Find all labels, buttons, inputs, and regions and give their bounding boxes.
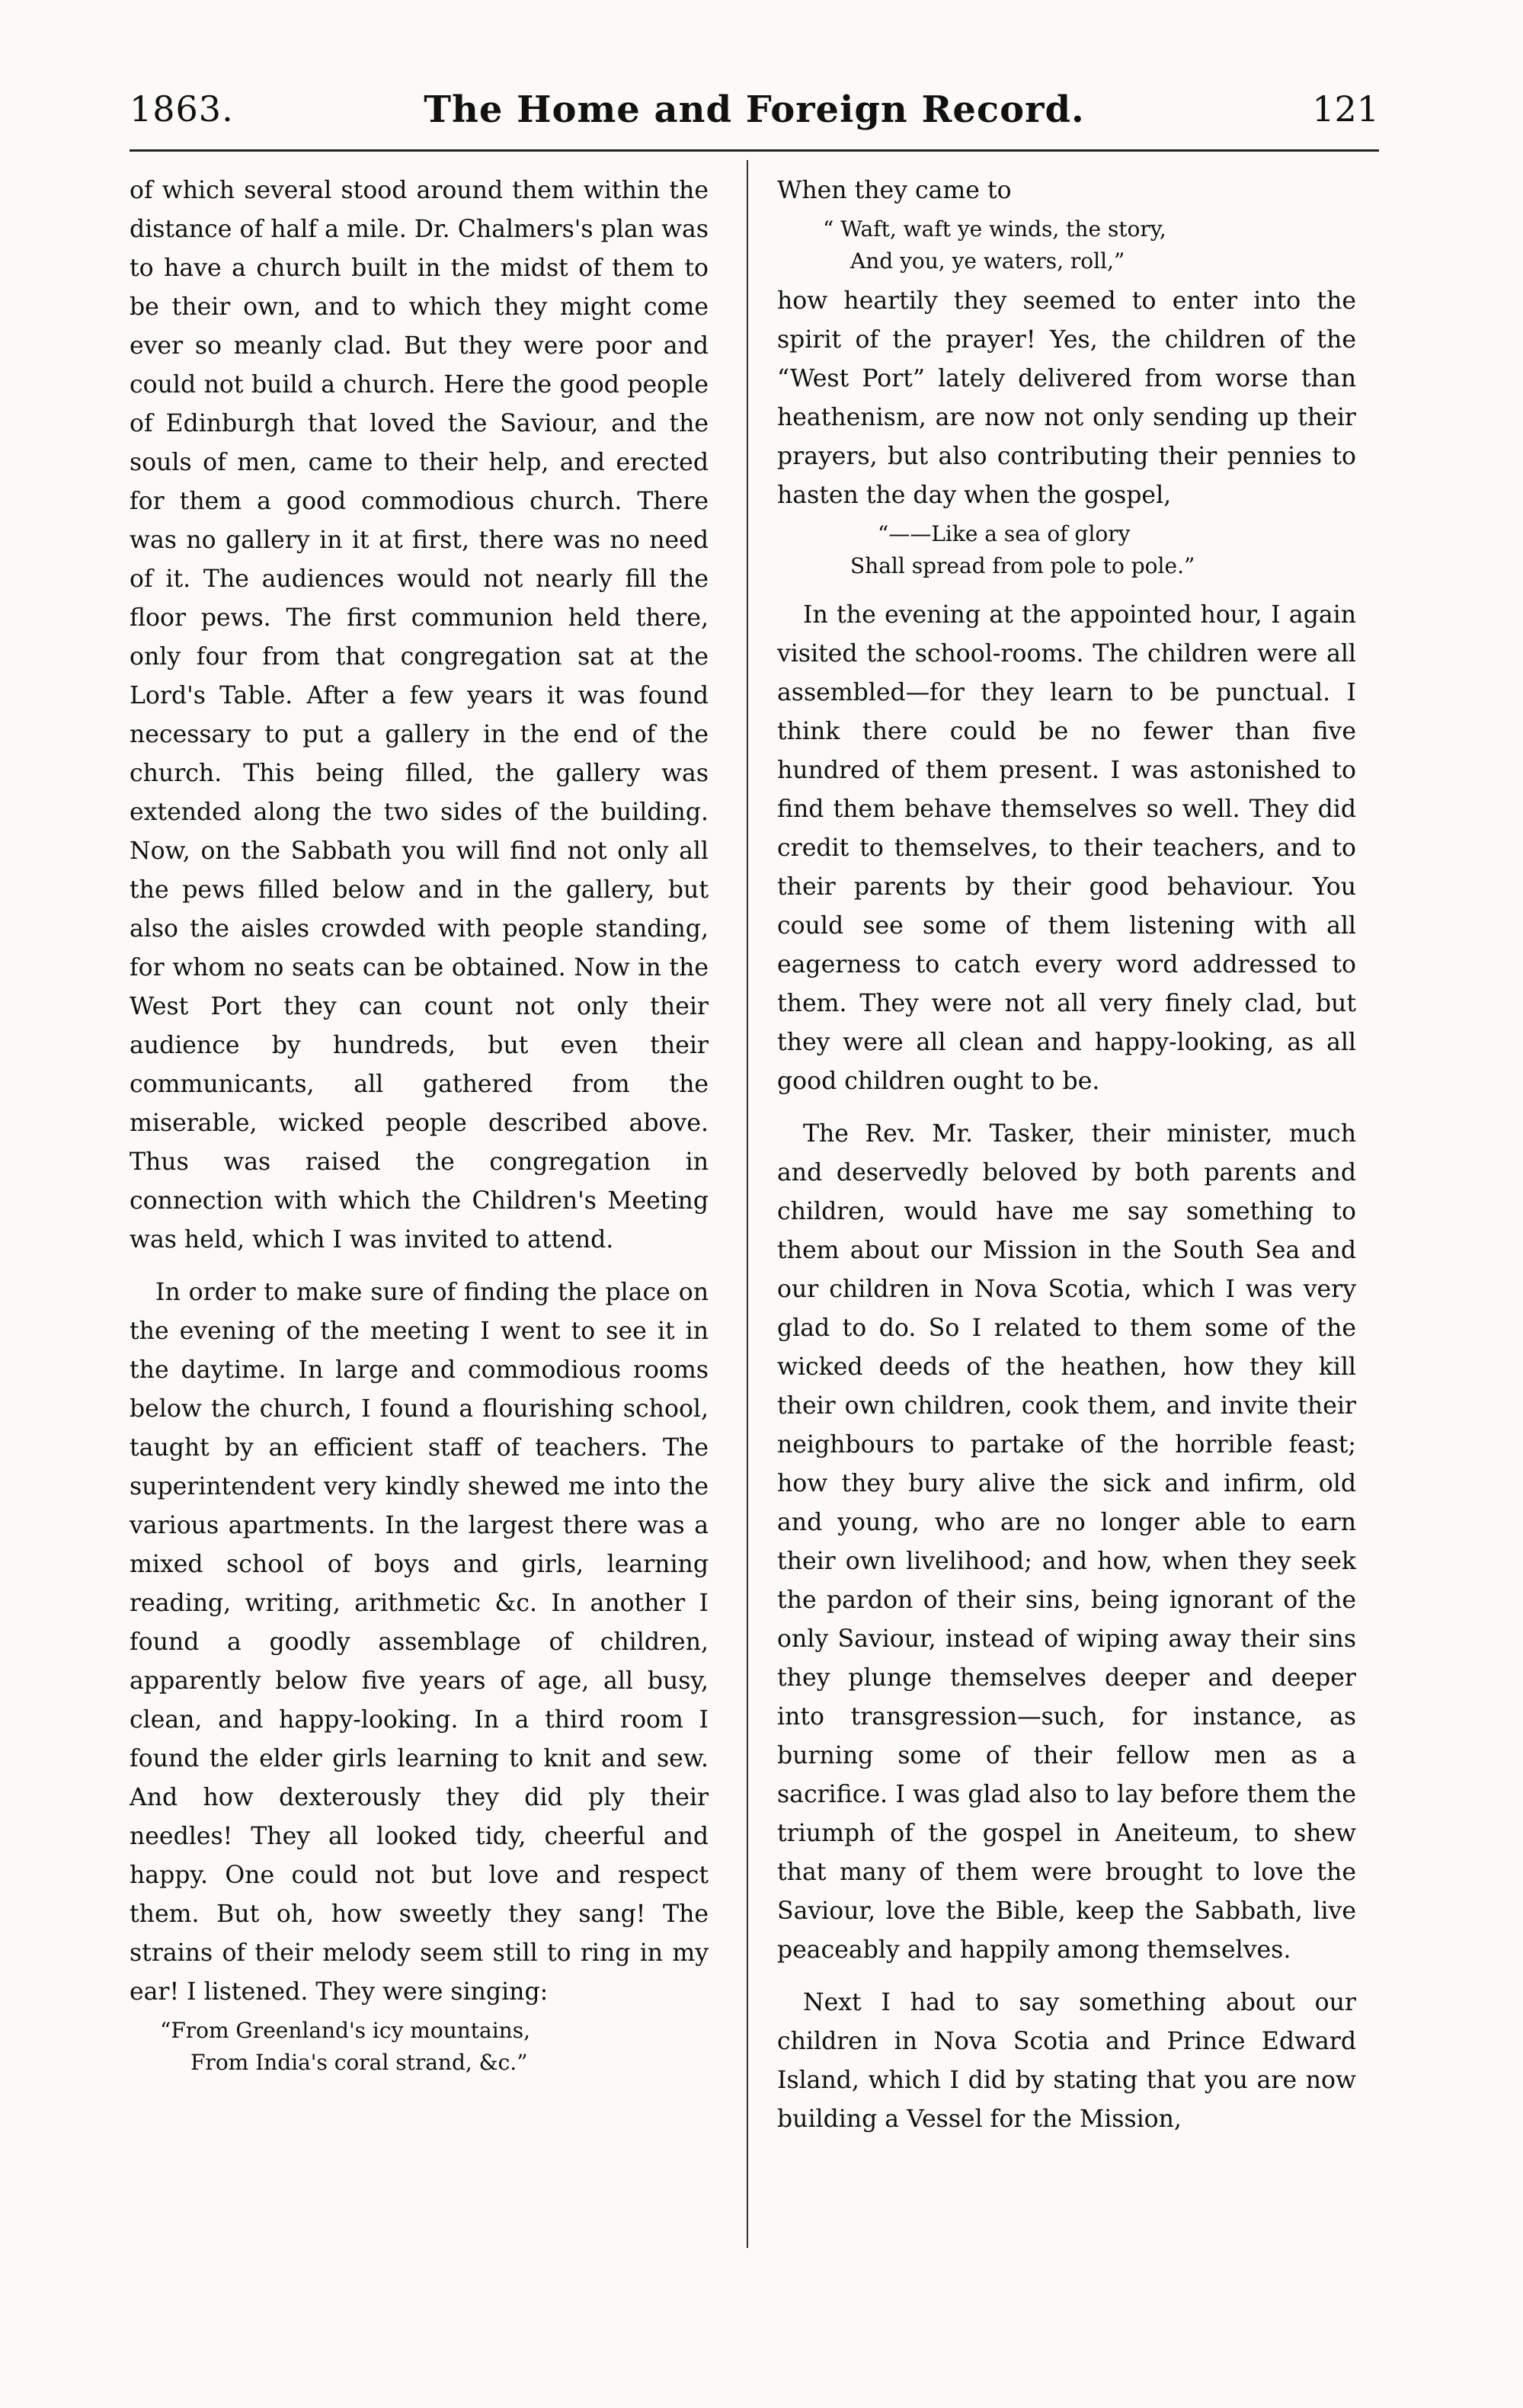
page-header	[130, 88, 1379, 142]
paragraph: When they came to	[777, 177, 1012, 204]
paragraph: The Rev. Mr. Tasker, their minister, much and deservedly beloved by both parents and children, would have me say something to them about our Mission in the South Sea and our children in Nova Scotia, which I was very glad to do. So I related to them some of the wicked deeds of the heathen, how they kill their own children, cook them, and invite their neighbours to partake of the horrible feast; how they bury alive the sick and infirm, old and young, who are no longer able to earn their own livelihood; and how, when they seek the pardon of their sins, being ignorant of the only Saviour, instead of wiping away their sins they plunge themselves deeper and deeper into transgression—such, for instance, as burning some of their fellow men as a sacrifice. I was glad also to lay before them the triumph of the gospel in Aneiteum, to shew that many of them were brought to love the Saviour, love the Bible, keep the Sabbath, live peaceably and happily among themselves.	[777, 1120, 1356, 1964]
verse-quote	[130, 2015, 709, 2079]
paragraph: of which several stood around them within the distance of half a mile. Dr. Chalmers's plan was to have a church built in the midst of them to be their own, and to which they might come ever so meanly clad. But they were poor and could not build a church. Here the good people of Edinburgh that loved the Saviour, and the souls of men, came to their help, and erected for them a good commodious church. There was no gallery in it at first, there was no need of it. The audiences would not nearly fill the floor pews. The first communion held there, only four from that congregation sat at the Lord's Table. After a few years it was found necessary to put a gallery in the end of the church. This being filled, the gallery was extended along the two sides of the building. Now, on the Sabbath you will find not only all the pews filled below and in the gallery, but also the aisles crowded with people standing, for whom no seats can be obtained. Now in the West Port they can count not only their audience by hundreds, but even their communicants, all gathered from the miserable, wicked people described above. Thus was raised the congregation in connection with which the Children's Meeting was held, which I was invited to attend.	[130, 177, 709, 1254]
verse-line: “From Greenland's icy mountains,	[160, 2018, 530, 2043]
verse-line: And you, ye waters, roll,”	[850, 248, 1125, 274]
page-number: 121	[1312, 88, 1379, 130]
verse-quote	[777, 518, 1356, 582]
verse-line: “ Waft, waft ye winds, the story,	[823, 216, 1166, 242]
column-divider	[747, 160, 748, 2248]
right-column	[777, 171, 1356, 2139]
publication-title: The Home and Foreign Record.	[424, 88, 1085, 131]
verse-quote	[777, 213, 1356, 277]
verse-line: Shall spread from pole to pole.”	[850, 553, 1195, 578]
paragraph: Next I had to say something about our children in Nova Scotia and Prince Edward Island, which I did by stating that you are now building a Vessel for the Mission,	[777, 1989, 1356, 2133]
paragraph: In order to make sure of finding the place on the evening of the meeting I went to see it in the daytime. In large and commodious rooms below the church, I found a flourishing school, taught by an efficient staff of teachers. The superintendent very kindly shewed me into the various apartments. In the largest there was a mixed school of boys and girls, learning reading, writing, arithmetic &c. In another I found a goodly assemblage of children, apparently below five years of age, all busy, clean, and happy-looking. In a third room I found the elder girls learning to knit and sew. And how dexterously they did ply their needles! They all looked tidy, cheerful and happy. One could not but love and respect them. But oh, how sweetly they sang! The strains of their melody seem still to ring in my ear! I listened. They were singing:	[130, 1279, 709, 2006]
header-rule	[130, 149, 1379, 152]
verse-line: From India's coral strand, &c.”	[190, 2050, 528, 2075]
paragraph: how heartily they seemed to enter into the spirit of the prayer! Yes, the children of the “West Port” lately delivered from worse than heathenism, are now not only sending up their prayers, but also contributing their pennies to hasten the day when the gospel,	[777, 287, 1356, 509]
header-year: 1863.	[130, 88, 234, 130]
verse-line: “——Like a sea of glory	[878, 521, 1131, 546]
paragraph: In the evening at the appointed hour, I again visited the school-rooms. The children were all assembled—for they learn to be punctual. I think there could be no fewer than five hundred of them present. I was astonished to find them behave themselves so well. They did credit to themselves, to their teachers, and to their parents by their good behaviour. You could see some of them listening with all eagerness to catch every word addressed to them. They were not all very finely clad, but they were all clean and happy-looking, as all good children ought to be.	[777, 601, 1356, 1095]
left-column	[130, 171, 709, 2083]
